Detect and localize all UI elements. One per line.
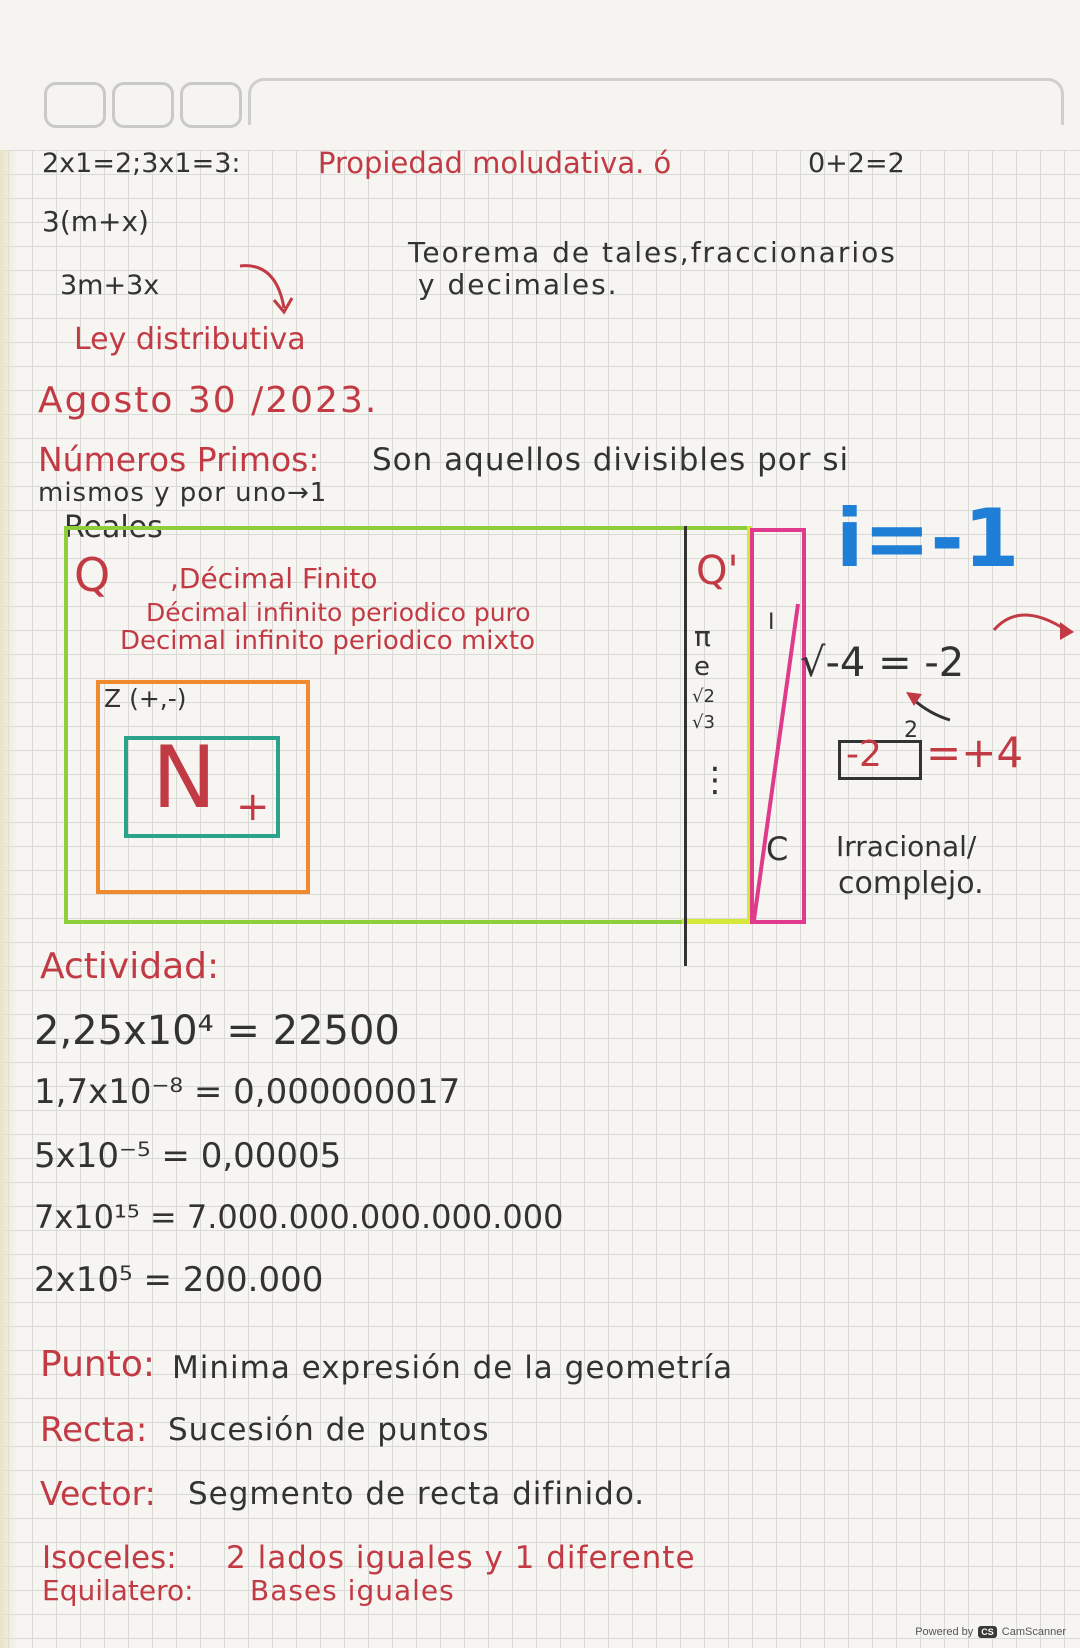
i-equation: i=-1 [836, 492, 1020, 585]
activity-line: 1,7x10⁻⁸ = 0,000000017 [34, 1072, 461, 1112]
irrational-text-2: complejo. [838, 866, 984, 901]
dots-label: ⋮ [698, 760, 732, 800]
camscanner-icon: CS [978, 1626, 997, 1638]
reals-label: Reales [64, 510, 163, 545]
header-title-box [248, 78, 1064, 125]
header-tabs [44, 82, 242, 128]
q-label: Q [74, 548, 111, 602]
definition-term: Recta: [40, 1410, 148, 1450]
q-line-3: Decimal infinito periodico mixto [120, 626, 535, 656]
property-title: Propiedad moludativa. ó [318, 146, 672, 180]
pi-label: π [694, 620, 711, 653]
header-tab [180, 82, 242, 128]
q-line-2: Décimal infinito periodico puro [146, 598, 531, 627]
irrational-divider [684, 526, 687, 966]
page-edge [0, 0, 18, 1648]
square-exponent: 2 [904, 718, 918, 743]
header-tab [112, 82, 174, 128]
header-tab [44, 82, 106, 128]
powered-by-text: Powered by [915, 1626, 974, 1638]
primes-text-2: mismos y por uno→1 [38, 478, 328, 508]
activity-line: 2x10⁵ = 200.000 [34, 1260, 324, 1300]
definition-term: Punto: [40, 1344, 155, 1385]
n-plus-label: + [236, 784, 270, 830]
complex-diagonal [748, 600, 808, 924]
activity-line: 2,25x10⁴ = 22500 [34, 1008, 400, 1054]
square-result: =+4 [926, 728, 1024, 777]
theorem-line-2: y decimales. [418, 268, 619, 301]
curved-arrow-icon [236, 256, 296, 320]
definition-term: Vector: [40, 1474, 156, 1513]
e-label: e [694, 652, 710, 682]
definition-text: Segmento de recta difinido. [188, 1476, 646, 1512]
definition-term: Equilatero: [42, 1574, 194, 1607]
irrational-text-1: Irracional/ [836, 830, 977, 863]
q-line-1: ,Décimal Finito [170, 562, 378, 595]
law-title: Ley distributiva [74, 322, 306, 357]
scanner-footer [915, 1626, 1066, 1638]
red-arrow-icon [990, 600, 1080, 660]
i-label: I [768, 610, 775, 635]
addition-note: 0+2=2 [808, 148, 905, 179]
expression-2: 3m+3x [60, 270, 160, 301]
sqrt-equation: √-4 = -2 [800, 640, 965, 686]
n-label: N [152, 728, 217, 828]
definition-term: Isoceles: [42, 1540, 177, 1576]
activity-line: 5x10⁻⁵ = 0,00005 [34, 1136, 342, 1176]
activity-title: Actividad: [40, 946, 220, 987]
q-prime-label: Q' [696, 548, 739, 594]
definition-text: Bases iguales [250, 1574, 455, 1607]
square-base: -2 [846, 734, 882, 775]
primes-title: Números Primos: [38, 440, 320, 479]
sqrt2-label: √2 [692, 686, 715, 707]
theorem-line-1: Teorema de tales,fraccionarios [408, 236, 897, 269]
activity-line: 7x10¹⁵ = 7.000.000.000.000.000 [34, 1198, 564, 1236]
multiplication-note: 2x1=2;3x1=3: [42, 148, 241, 179]
definition-text: Minima expresión de la geometría [172, 1350, 734, 1386]
primes-text-1: Son aquellos divisibles por si [372, 442, 850, 478]
definition-text: Sucesión de puntos [168, 1412, 490, 1448]
sqrt3-label: √3 [692, 712, 715, 733]
c-label: C [766, 830, 789, 868]
brand-text: CamScanner [1001, 1626, 1066, 1638]
expression-1: 3(m+x) [42, 205, 149, 238]
z-label: Z (+,-) [104, 684, 187, 713]
date-title: Agosto 30 /2023. [38, 380, 379, 421]
definition-text: 2 lados iguales y 1 diferente [226, 1540, 696, 1576]
